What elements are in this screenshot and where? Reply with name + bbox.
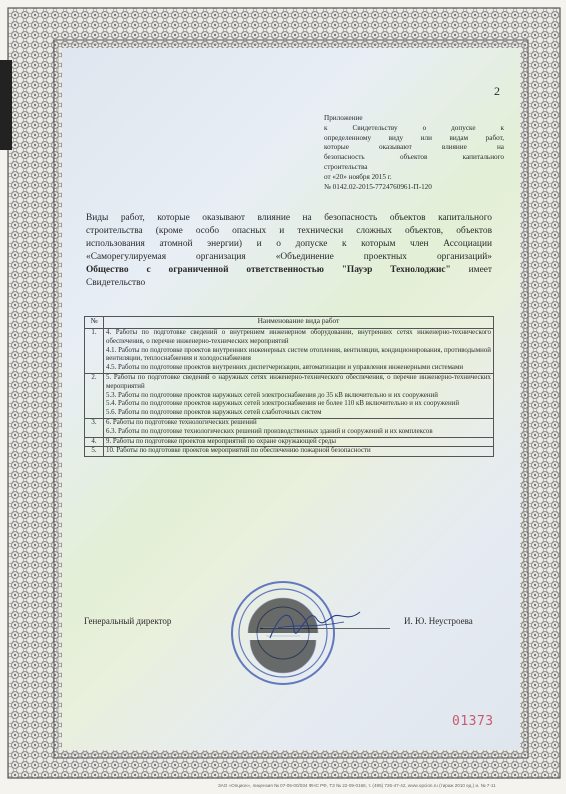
header-num: № [85, 317, 104, 329]
row-works [104, 418, 494, 437]
work-item: 6.3. Работы по подготовке технологических решений производственных зданий и сооружений и их комплексов [106, 427, 433, 435]
company-name: Общество с ограниченной ответственностью "Пауэр Технолоджис" [86, 265, 451, 275]
work-item: 5. Работы по подготовке сведений о наружных сетях инженерно-технического обеспечения, о перечне инженерно-технических мероприятий [106, 373, 491, 390]
table-row [85, 373, 494, 418]
row-number: 4. [85, 437, 104, 447]
header-name: Наименование вида работ [104, 317, 494, 329]
table-header-row [85, 317, 494, 329]
printer-footer: ЗАО «Опцион», лицензия № 07-05-00/034 ФНС РФ, ТЗ № 22-09-0166, т. (495) 726-47-42, www.opcion.ru (тираж 2010 ед.) и. № 7-11 [218, 783, 496, 788]
row-works [104, 437, 494, 447]
appendix-line: Приложение [324, 114, 363, 122]
appendix-line: безопасность объектов капитального [324, 153, 504, 162]
handwritten-signature [264, 598, 364, 658]
intro-line: «Саморегулируемая организация «Объединение проектных организаций» [86, 252, 492, 262]
work-item: 4.1. Работы по подготовке проектов внутренних инженерных систем отопления, вентиляции, кондиционирования, противодымной вентиляции, теплоснабжения и холодоснабжения [106, 346, 491, 363]
work-item: 4. Работы по подготовке сведений о внутреннем инженерном оборудовании, внутренних сетях инженерно-технического обеспечения, о перечне инженерно-технических мероприятий [106, 329, 491, 345]
work-item: 5.6. Работы по подготовке проектов наружных сетей слаботочных систем [106, 409, 322, 417]
appendix-line: к Свидетельству о допуске к [324, 123, 504, 132]
work-item: 9. Работы по подготовке проектов мероприятий по охране окружающей среды [106, 437, 337, 445]
intro-line: Свидетельство [86, 278, 146, 288]
page-number: 2 [494, 84, 500, 98]
appendix-line: строительства [324, 162, 368, 171]
work-item: 6. Работы по подготовке технологических решений [106, 418, 257, 426]
intro-line: использования атомной энергии) и о допуске к которым член Ассоциации [86, 239, 492, 249]
registration-number: 01373 [452, 714, 494, 729]
signatory-name: И. Ю. Неустроева [404, 616, 473, 626]
appendix-line: № 0142.02-2015-7724760961-П-120 [324, 182, 432, 191]
intro-line: строительства (кроме особо опасных и технически сложных объектов, объектов [86, 226, 492, 236]
work-item: 4.5. Работы по подготовке проектов внутренних диспетчеризации, автоматизации и управления инженерными системами [106, 364, 464, 372]
work-item: 5.3. Работы по подготовке проектов наружных сетей электроснабжения до 35 кВ включительно и их сооружений [106, 391, 438, 399]
row-number: 3. [85, 418, 104, 437]
intro-paragraph [86, 212, 492, 290]
table-row [85, 329, 494, 374]
row-works [104, 329, 494, 374]
row-number: 5. [85, 447, 104, 457]
table-row [85, 418, 494, 437]
appendix-block [324, 114, 504, 192]
works-table-body [85, 329, 494, 457]
appendix-line: от «20» ноября 2015 г. [324, 172, 392, 181]
appendix-line: которые оказывают влияние на [324, 143, 504, 152]
work-item: 10. Работы по подготовке проектов мероприятий по обеспечению пожарной безопасности [106, 447, 371, 455]
table-row [85, 447, 494, 457]
table-row [85, 437, 494, 447]
row-number: 2. [85, 373, 104, 418]
appendix-line: определенному виду или видам работ, [324, 133, 504, 142]
row-works [104, 447, 494, 457]
work-item: 5.4. Работы по подготовке проектов наружных сетей электроснабжения не более 110 кВ включительно и их сооружений [106, 400, 460, 408]
signatory-title: Генеральный директор [84, 616, 172, 626]
row-number: 1. [85, 329, 104, 374]
row-works [104, 373, 494, 418]
intro-line-suffix: имеет [450, 265, 492, 275]
intro-line: Виды работ, которые оказывают влияние на безопасность объектов капитального [86, 213, 492, 223]
works-table [84, 316, 494, 457]
